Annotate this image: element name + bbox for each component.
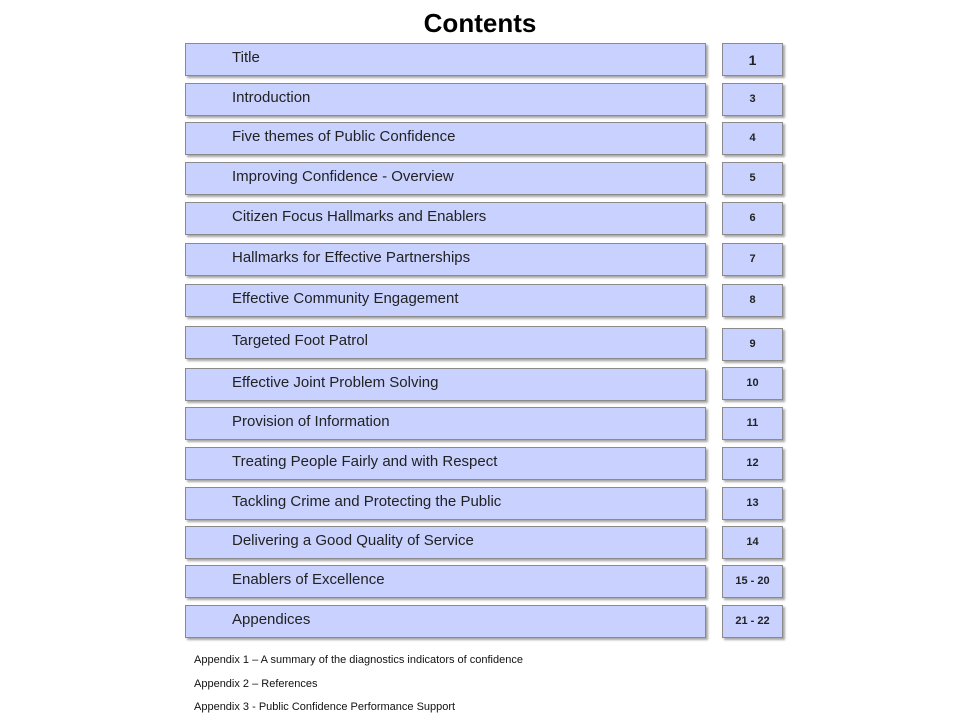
contents-item-partnerships[interactable] [185,243,706,276]
contents-item-label: Effective Community Engagement [232,290,459,307]
contents-page-number: 15 - 20 [722,565,783,598]
contents-page-number: 11 [722,407,783,440]
contents-item-label: Enablers of Excellence [232,571,385,588]
contents-item-citizen-focus[interactable] [185,202,706,235]
contents-item-community-engagement[interactable] [185,284,706,317]
contents-item-label: Treating People Fairly and with Respect [232,453,498,470]
contents-item-label: Provision of Information [232,413,390,430]
contents-item-label: Appendices [232,611,311,628]
contents-page-number: 12 [722,447,783,480]
contents-item-label: Effective Joint Problem Solving [232,374,439,391]
contents-item-label: Hallmarks for Effective Partnerships [232,249,471,266]
contents-item-provision-info[interactable] [185,407,706,440]
contents-item-tackling-crime[interactable] [185,487,706,520]
contents-page-number: 4 [722,122,783,155]
contents-item-five-themes[interactable] [185,122,706,155]
contents-item-foot-patrol[interactable] [185,326,706,359]
contents-page-number: 13 [722,487,783,520]
contents-page-number: 10 [722,367,783,400]
contents-item-introduction[interactable] [185,83,706,116]
contents-item-label: Targeted Foot Patrol [232,332,368,349]
contents-page-number: 9 [722,328,783,361]
contents-page-number: 5 [722,162,783,195]
contents-item-label: Title [232,49,260,66]
appendix-note: Appendix 2 – References [194,678,318,690]
contents-page-number: 7 [722,243,783,276]
contents-item-problem-solving[interactable] [185,368,706,401]
contents-item-quality-service[interactable] [185,526,706,559]
contents-page-number: 14 [722,526,783,559]
contents-item-improving-confidence[interactable] [185,162,706,195]
contents-page-number: 21 - 22 [722,605,783,638]
contents-item-treating-fairly[interactable] [185,447,706,480]
contents-page-number: 6 [722,202,783,235]
contents-item-appendices[interactable] [185,605,706,638]
contents-item-label: Improving Confidence - Overview [232,168,454,185]
contents-item-label: Citizen Focus Hallmarks and Enablers [232,208,487,225]
contents-item-enablers[interactable] [185,565,706,598]
appendix-note: Appendix 3 - Public Confidence Performance Support [194,701,456,713]
contents-item-title[interactable] [185,43,706,76]
contents-item-label: Delivering a Good Quality of Service [232,532,474,549]
contents-item-label: Five themes of Public Confidence [232,128,456,145]
contents-page-number: 3 [722,83,783,116]
contents-page-number: 8 [722,284,783,317]
contents-item-label: Tackling Crime and Protecting the Public [232,493,502,510]
appendix-note: Appendix 1 – A summary of the diagnostics indicators of confidence [194,654,523,666]
page-title: Contents [423,8,537,38]
contents-item-label: Introduction [232,89,311,106]
contents-page-number: 1 [722,43,783,76]
